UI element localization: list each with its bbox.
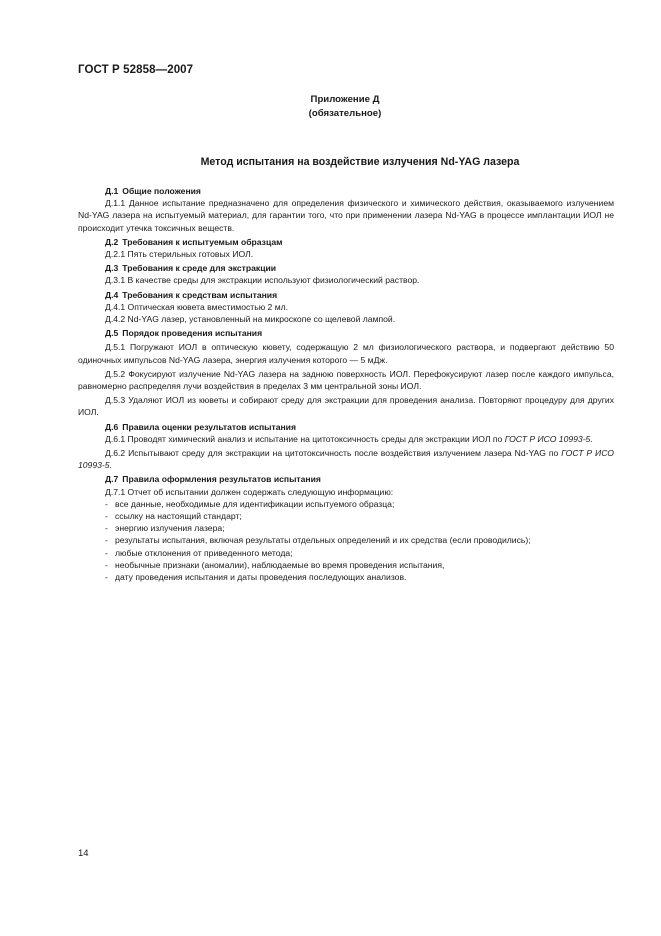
list-item: - энергию излучения лазера; <box>105 523 225 534</box>
section-heading: Д.1 Общие положения <box>105 186 201 196</box>
section-heading: Д.3 Требования к среде для экстракции <box>105 263 277 274</box>
clause-paragraph: Д.5.2 Фокусируют излучение Nd-YAG лазера на заднюю поверхность ИОЛ. Перефокусируют лазер после каждого импульса, равномерно распределяя лучи воздействия в пределах 3 мм центральной зоны ИОЛ. <box>78 368 615 392</box>
list-item: - ссылку на настоящий стандарт; <box>105 511 242 522</box>
clause-paragraph: Д.2.1 Пять стерильных готовых ИОЛ. <box>105 249 254 260</box>
appendix-label: Приложение Д <box>310 94 380 105</box>
clause-paragraph: Д.3.1 В качестве среды для экстракции используют физиологический раствор. <box>105 275 420 286</box>
appendix-status: (обязательное) <box>308 108 382 119</box>
clause-paragraph: Д.6.1 Проводят химический анализ и испытание на цитотоксичность среды для экстракции ИОЛ по ГОСТ Р ИСО 10993-5. <box>105 433 593 444</box>
section-heading: Д.7 Правила оформления результатов испытания <box>105 474 321 485</box>
list-item: - все данные, необходимые для идентификации испытуемого образца; <box>105 498 395 509</box>
clause-paragraph: Д.4.1 Оптическая кювета вместимостью 2 мл. <box>105 301 289 312</box>
clause-paragraph: Д.1.1 Данное испытание предназначено для определения физического и химического действия, оказываемого излучением Nd-YAG лазера на испытуемый материал, для гарантии того, что при применении лазера Nd-YAG в процессе имплантации ИОЛ не происходит утечка токсичных веществ. <box>78 198 615 233</box>
list-item: - дату проведения испытания и даты проведения последующих анализов. <box>105 572 407 583</box>
standard-reference: ГОСТ Р ИСО 10993-5 <box>504 433 591 444</box>
appendix-title: Метод испытания на воздействие излучения Nd-YAG лазера <box>200 156 520 168</box>
list-item: - необычные признаки (аномалии), наблюдаемые во время проведения испытания, <box>105 559 445 570</box>
clause-paragraph: Д.7.1 Отчет об испытании должен содержать следующую информацию: <box>105 486 394 497</box>
clause-paragraph: Д.5.3 Удаляют ИОЛ из кюветы и собирают среду для экстракции для проведения анализа. Повторяют процедуру для других ИОЛ. <box>78 395 614 418</box>
document-body <box>78 185 614 583</box>
page-number: 14 <box>78 848 89 859</box>
section-heading: Д.6 Правила оценки результатов испытания <box>105 421 296 432</box>
clause-paragraph: Д.4.2 Nd-YAG лазер, установленный на микроскопе со щелевой лампой. <box>105 314 396 325</box>
section-heading: Д.2 Требования к испытуемым образцам <box>105 236 283 247</box>
clause-paragraph: Д.6.2 Испытывают среду для экстракции на цитотоксичность после воздействия излучением лазера Nd-YAG по ГОСТ Р ИСО 10993-5. <box>78 448 614 471</box>
list-item: - любые отклонения от приведенного метода; <box>105 547 293 558</box>
standard-reference: ГОСТ Р ИСО 10993-5 <box>78 448 614 471</box>
list-item: - результаты испытания, включая результаты отдельных определений и их средства (если проводились); <box>105 535 531 546</box>
section-heading: Д.4 Требования к средствам испытания <box>105 289 278 300</box>
document-code: ГОСТ Р 52858—2007 <box>78 64 194 76</box>
clause-paragraph: Д.5.1 Погружают ИОЛ в оптическую кювету, содержащую 2 мл физиологического раствора, и подвергают действию 50 одиночных импульсов Nd-YAG лазера, энергия излучения которого — 5 мДж. <box>78 342 614 365</box>
section-heading: Д.5 Порядок проведения испытания <box>105 328 263 339</box>
